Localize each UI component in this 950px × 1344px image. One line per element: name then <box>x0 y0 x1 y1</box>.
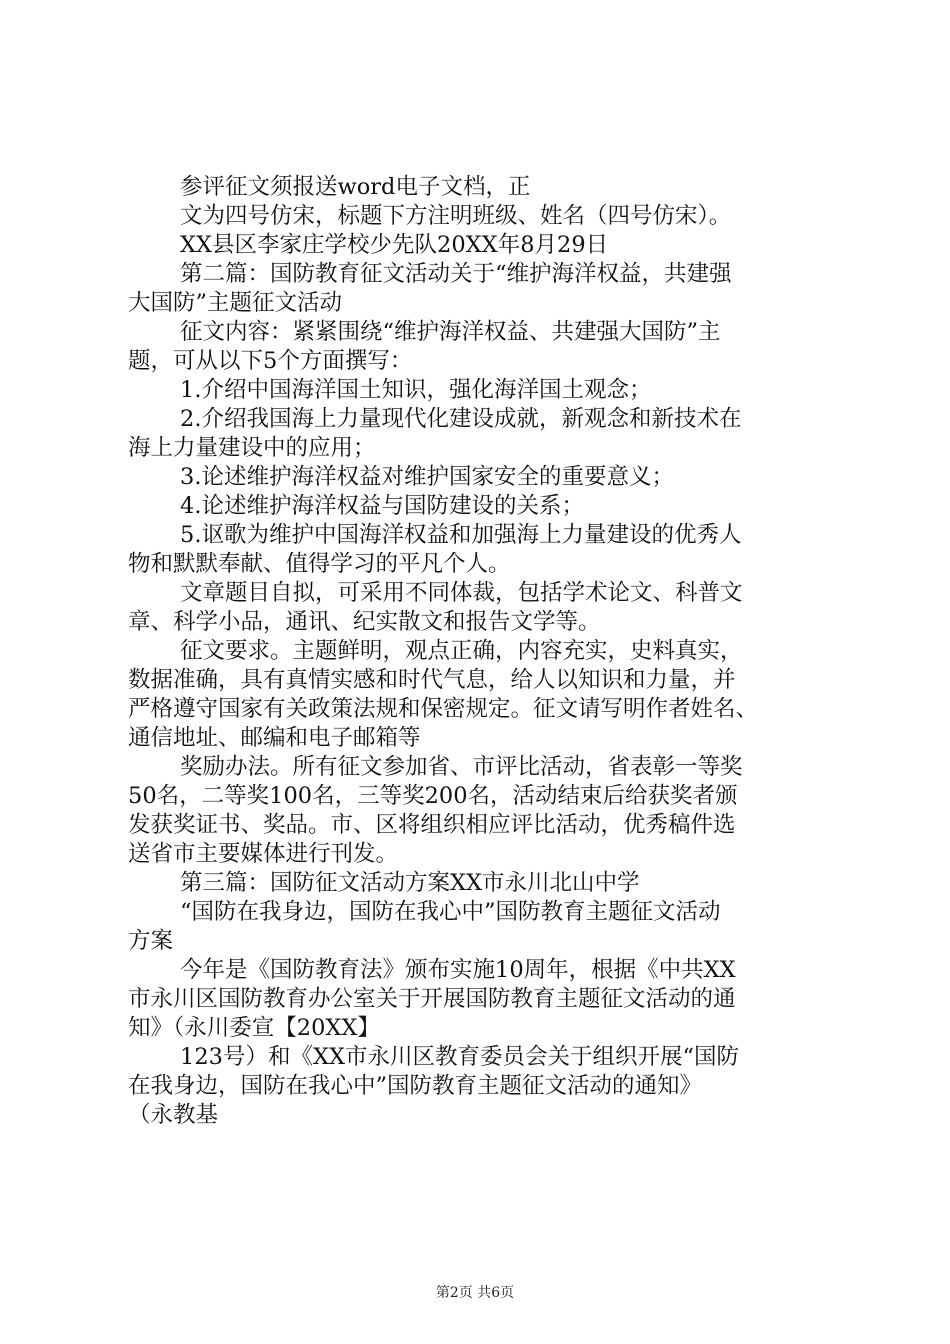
paragraph-line: 征文内容：紧紧围绕“维护海洋权益、共建强大国防”主 <box>180 319 721 345</box>
paragraph-line: 第三篇：国防征文活动方案XX市永川北山中学 <box>180 870 640 896</box>
paragraph-line: 知》（永川委宣【20XX】 <box>128 1015 380 1041</box>
paragraph-line: 3.论述维护海洋权益对维护国家安全的重要意义； <box>180 464 674 490</box>
paragraph-line: 方案 <box>128 928 174 954</box>
paragraph-line: 1.介绍中国海洋国土知识，强化海洋国土观念； <box>180 377 652 403</box>
paragraph-line: 题，可从以下5个方面撰写： <box>128 348 413 374</box>
paragraph-line: 在我身边，国防在我心中”国防教育主题征文活动的通知》 <box>128 1073 703 1099</box>
paragraph-line: （永教基 <box>128 1102 219 1128</box>
paragraph-line: 海上力量建设中的应用； <box>128 435 376 461</box>
paragraph-line: 征文要求。主题鲜明，观点正确，内容充实，史料真实， <box>180 638 743 664</box>
paragraph-line: 123号）和《XX市永川区教育委员会关于组织开展“国防 <box>180 1044 739 1070</box>
paragraph-line: 章、科学小品，通讯、纪实散文和报告文学等。 <box>128 609 601 635</box>
page-number-label: 第2页 共6页 <box>435 1285 515 1301</box>
paragraph-line: 市永川区国防教育办公室关于开展国防教育主题征文活动的通 <box>128 986 736 1012</box>
paragraph-line: 4.论述维护海洋权益与国防建设的关系； <box>180 493 584 519</box>
paragraph-line: 发获奖证书、奖品。市、区将组织相应评比活动，优秀稿件选 <box>128 812 736 838</box>
paragraph-line: 文章题目自拟，可采用不同体裁，包括学术论文、科普文 <box>180 580 743 606</box>
paragraph-line: 奖励办法。所有征文参加省、市评比活动，省表彰一等奖 <box>180 754 743 780</box>
page-footer <box>0 1284 950 1302</box>
paragraph-line: 文为四号仿宋，标题下方注明班级、姓名（四号仿宋）。 <box>180 203 732 229</box>
paragraph-line: “国防在我身边，国防在我心中”国防教育主题征文活动 <box>180 899 721 925</box>
paragraph-line: 送省市主要媒体进行刊发。 <box>128 841 399 867</box>
paragraph-line: XX县区李家庄学校少先队20XX年8月29日 <box>180 232 609 258</box>
paragraph-line: 数据准确，具有真情实感和时代气息，给人以知识和力量，并 <box>128 667 736 693</box>
paragraph-line: 今年是《国防教育法》颁布实施10周年，根据《中共XX <box>180 957 736 983</box>
paragraph-line: 第二篇：国防教育征文活动关于“维护海洋权益，共建强 <box>180 261 732 287</box>
document-body <box>128 173 833 1130</box>
paragraph-line: 5.讴歌为维护中国海洋权益和加强海上力量建设的优秀人 <box>180 522 742 548</box>
paragraph-line: 通信地址、邮编和电子邮箱等 <box>128 725 421 751</box>
paragraph-line: 严格遵守国家有关政策法规和保密规定。征文请写明作者姓名、 <box>128 696 759 722</box>
paragraph-line: 参评征文须报送word电子文档，正 <box>180 174 531 200</box>
paragraph-line: 2.介绍我国海上力量现代化建设成就，新观念和新技术在 <box>180 406 742 432</box>
paragraph-line: 50名，二等奖100名，三等奖200名，活动结束后给获奖者颁 <box>128 783 738 809</box>
paragraph-line: 大国防”主题征文活动 <box>128 290 343 316</box>
paragraph-line: 物和默默奉献、值得学习的平凡个人。 <box>128 551 511 577</box>
